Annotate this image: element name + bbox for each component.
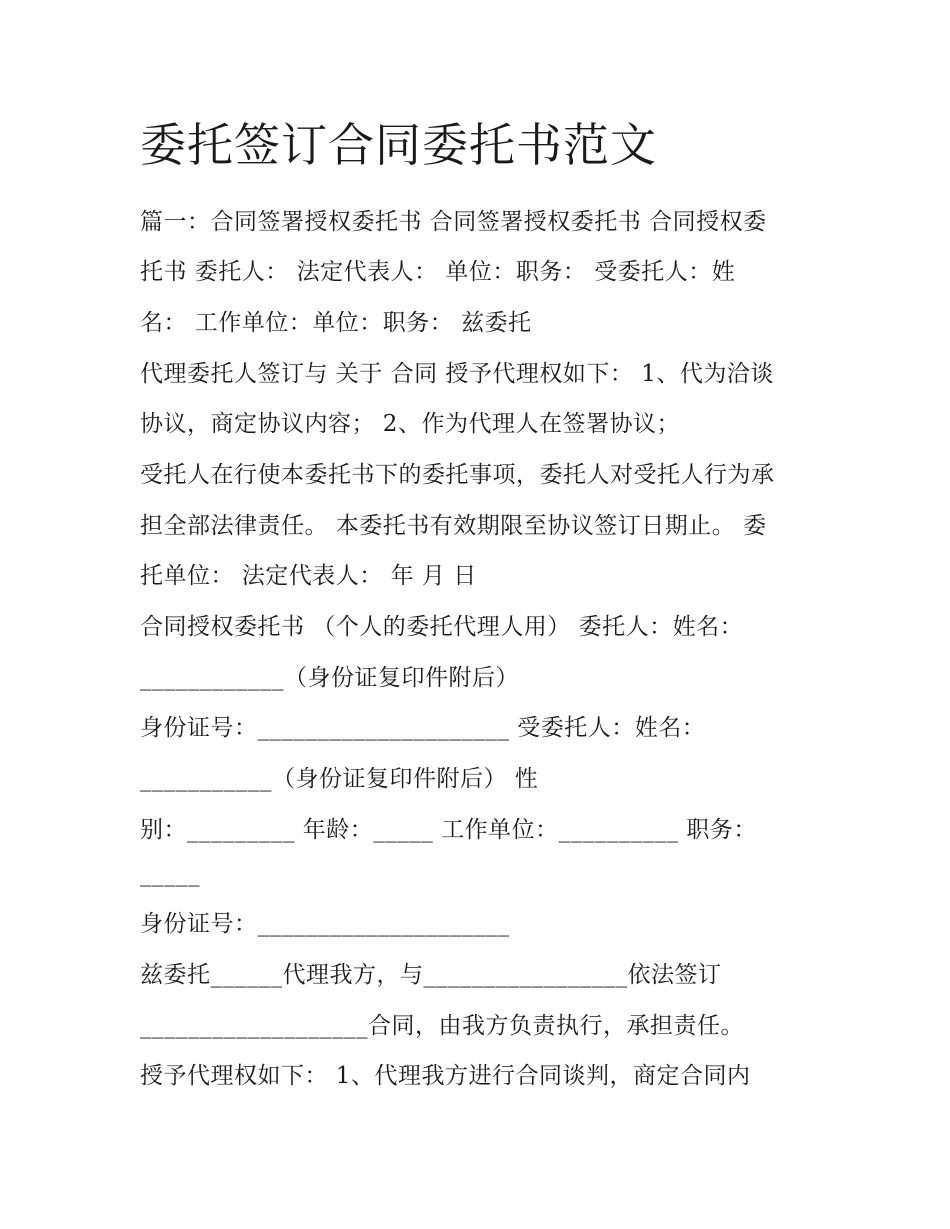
document-title: 委托签订合同委托书范文 bbox=[140, 118, 657, 172]
text-line: 别：_________ 年龄：_____ 工作单位：__________ 职务： bbox=[140, 817, 757, 843]
text-line: 身份证号：_____________________ 受委托人：姓名： bbox=[140, 715, 706, 741]
text-line: 协议，商定协议内容； 2、作为代理人在签署协议； bbox=[140, 411, 680, 437]
text-line: 代理委托人签订与 关于 合同 授予代理权如下： 1、代为洽谈 bbox=[140, 361, 774, 387]
text-line: 受托人在行使本委托书下的委托事项，委托人对受托人行为承 bbox=[140, 462, 775, 488]
text-line: ___________（身份证复印件附后） 性 bbox=[140, 766, 539, 792]
text-line: _____ bbox=[140, 861, 200, 887]
text-line: 名： 工作单位：单位：职务： 兹委托 bbox=[140, 310, 532, 336]
text-line: 担全部法律责任。 本委托书有效期限至协议签订日期止。 委 bbox=[140, 513, 767, 539]
text-line: 身份证号：_____________________ bbox=[140, 911, 510, 937]
text-line: 托书 委托人： 法定代表人： 单位：职务： 受委托人：姓 bbox=[140, 259, 736, 285]
text-line: ___________________合同，由我方负责执行，承担责任。 bbox=[140, 1013, 744, 1039]
text-line: 托单位： 法定代表人： 年 月 日 bbox=[140, 563, 477, 589]
text-line: 合同授权委托书 （个人的委托代理人用） 委托人：姓名： bbox=[140, 614, 744, 640]
text-line: ____________（身份证复印件附后） bbox=[140, 665, 519, 691]
text-line: 兹委托______代理我方，与_________________依法签订 bbox=[140, 962, 722, 988]
text-line: 授予代理权如下： 1、代理我方进行合同谈判，商定合同内 bbox=[140, 1063, 751, 1089]
text-line: 篇一：合同签署授权委托书 合同签署授权委托书 合同授权委 bbox=[140, 209, 767, 235]
